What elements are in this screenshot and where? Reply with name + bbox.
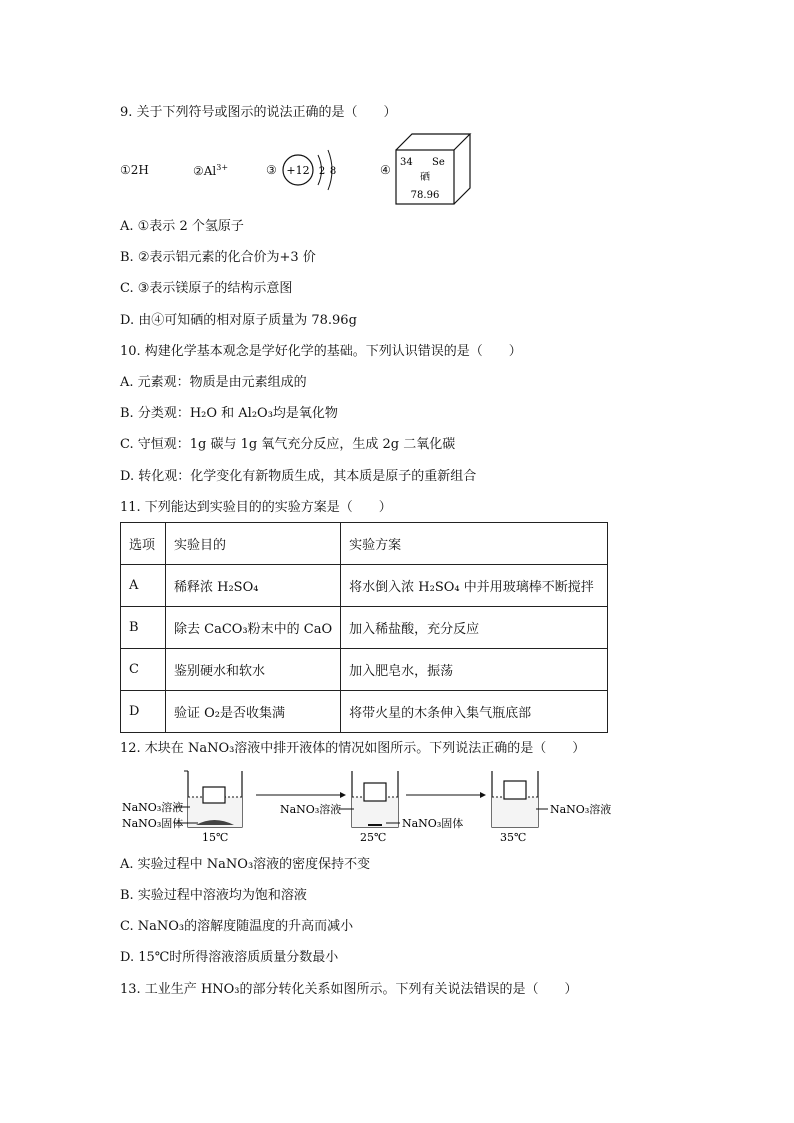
q9-stem: 9. 关于下列符号或图示的说法正确的是（ ） xyxy=(120,105,397,120)
q12-option-c: C. NaNO₃的溶解度随温度的升高而减小 xyxy=(120,919,354,934)
cube-top xyxy=(396,134,470,150)
row-plan: 加入肥皂水，振荡 xyxy=(341,649,608,691)
q9-option-c: C. ③表示镁原子的结构示意图 xyxy=(120,281,293,296)
q9-item-2 xyxy=(193,163,228,178)
row-purpose: 验证 O₂是否收集满 xyxy=(166,691,341,733)
row-option: A xyxy=(121,565,166,607)
label-solid-2: NaNO₃固体 xyxy=(402,817,464,830)
header-plan: 实验方案 xyxy=(341,523,608,565)
cube-side xyxy=(454,134,470,204)
label-solution-1: NaNO₃溶液 xyxy=(122,801,184,814)
row-plan: 将水倒入浓 H₂SO₄ 中并用玻璃棒不断搅拌 xyxy=(341,565,608,607)
row-plan: 加入稀盐酸，充分反应 xyxy=(341,607,608,649)
experiment-table xyxy=(120,522,608,733)
q12-stem: 12. 木块在 NaNO₃溶液中排开液体的情况如图所示。下列说法正确的是（ ） xyxy=(120,741,586,756)
atomic-number: 34 xyxy=(400,157,413,168)
header-option: 选项 xyxy=(121,523,166,565)
q10-option-b: B. 分类观：H₂O 和 Al₂O₃均是氧化物 xyxy=(120,406,338,421)
row-plan: 将带火星的木条伸入集气瓶底部 xyxy=(341,691,608,733)
beaker-figure xyxy=(118,765,618,847)
element-cell-cube xyxy=(394,130,474,206)
shell-1-electrons: 2 xyxy=(318,166,326,177)
label-solid-1: NaNO₃固体 xyxy=(122,817,184,830)
q9-option-a: A. ①表示 2 个氢原子 xyxy=(120,219,244,234)
row-option: C xyxy=(121,649,166,691)
q9-item-2-charge: 3+ xyxy=(216,163,229,172)
atomic-mass: 78.96 xyxy=(410,190,440,201)
table-row xyxy=(121,565,608,607)
q9-item-1: ①2H xyxy=(120,163,149,177)
wood-block xyxy=(203,787,225,803)
q13-stem: 13. 工业生产 HNO₃的部分转化关系如图所示。下列有关说法错误的是（ ） xyxy=(120,982,578,997)
row-purpose: 稀释浓 H₂SO₄ xyxy=(166,565,341,607)
shell-2-electrons: 8 xyxy=(329,166,337,177)
header-purpose: 实验目的 xyxy=(166,523,341,565)
temp-25c: 25℃ xyxy=(360,831,387,844)
row-purpose: 鉴别硬水和软水 xyxy=(166,649,341,691)
q9-option-d: D. 由④可知硒的相对原子质量为 78.96g xyxy=(120,313,357,328)
element-symbol: Se xyxy=(432,157,445,168)
arrow-head-2 xyxy=(480,792,486,798)
q12-option-b: B. 实验过程中溶液均为饱和溶液 xyxy=(120,888,307,903)
label-solution-2: NaNO₃溶液 xyxy=(280,803,342,816)
table-header-row xyxy=(121,523,608,565)
q9-item-3-label: ③ xyxy=(266,163,277,177)
row-purpose: 除去 CaCO₃粉末中的 CaO xyxy=(166,607,341,649)
row-option: B xyxy=(121,607,166,649)
table-row xyxy=(121,649,608,691)
q10-option-d: D. 转化观：化学变化有新物质生成，其本质是原子的重新组合 xyxy=(120,469,477,484)
temp-35c: 35℃ xyxy=(500,831,527,844)
q10-stem: 10. 构建化学基本观念是学好化学的基础。下列认识错误的是（ ） xyxy=(120,344,522,359)
atom-structure-diagram xyxy=(278,145,348,195)
q9-option-b: B. ②表示铝元素的化合价为+3 价 xyxy=(120,250,316,265)
table-row xyxy=(121,691,608,733)
element-name: 硒 xyxy=(420,172,430,183)
label-solution-3: NaNO₃溶液 xyxy=(550,803,612,816)
beaker-15c xyxy=(122,771,242,844)
row-option: D xyxy=(121,691,166,733)
q12-option-a: A. 实验过程中 NaNO₃溶液的密度保持不变 xyxy=(120,857,371,872)
beaker-25c xyxy=(280,771,463,844)
nucleus-charge: +12 xyxy=(286,164,310,177)
q10-option-c: C. 守恒观：1g 碳与 1g 氧气充分反应，生成 2g 二氧化碳 xyxy=(120,437,456,452)
q9-item-2-text: ②Al xyxy=(193,164,217,178)
temp-15c: 15℃ xyxy=(202,831,229,844)
q12-option-d: D. 15℃时所得溶液溶质质量分数最小 xyxy=(120,950,339,965)
arrow-head-1 xyxy=(340,792,346,798)
wood-block xyxy=(364,783,386,801)
q10-option-a: A. 元素观：物质是由元素组成的 xyxy=(120,375,307,390)
q11-stem: 11. 下列能达到实验目的的实验方案是（ ） xyxy=(120,500,392,515)
q9-item-4-label: ④ xyxy=(380,163,391,177)
beaker-35c xyxy=(492,771,611,844)
table-row xyxy=(121,607,608,649)
wood-block xyxy=(504,781,526,799)
